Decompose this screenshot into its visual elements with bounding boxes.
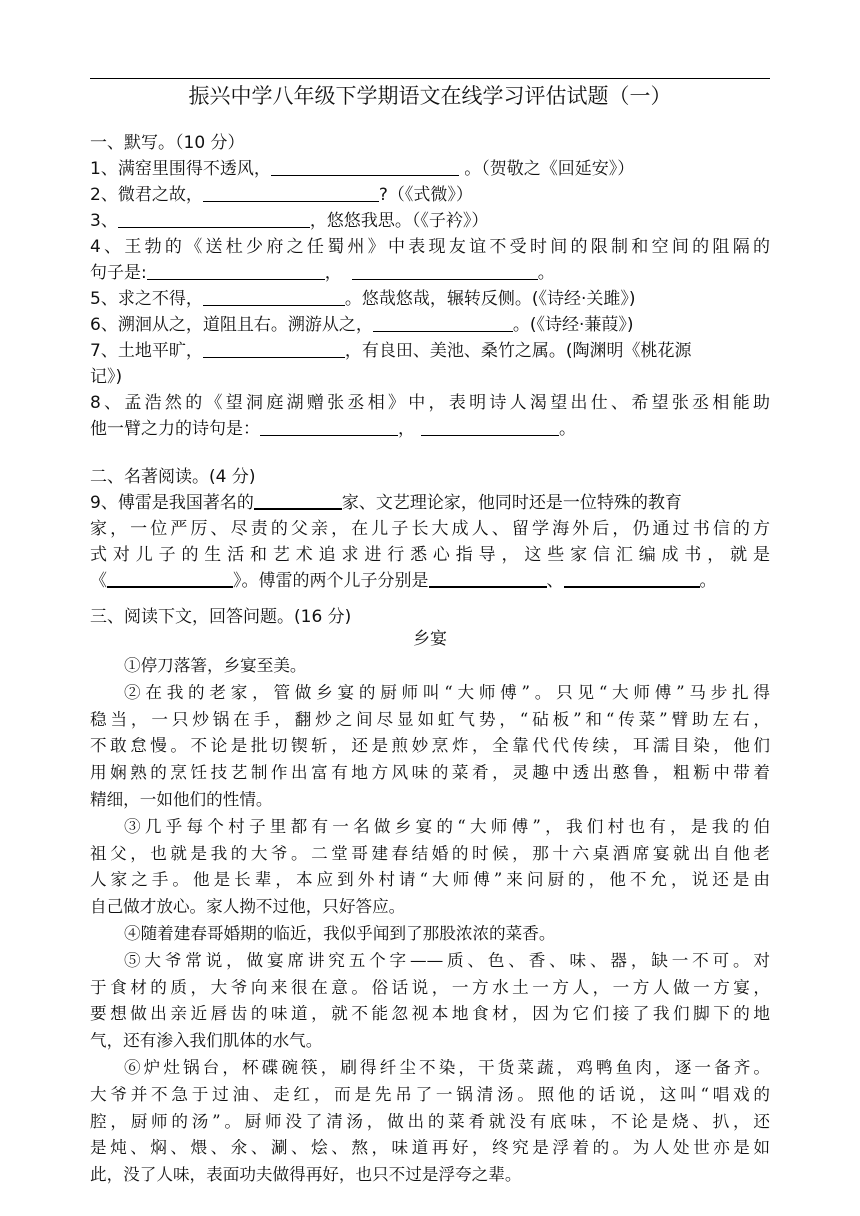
question-3 (90, 208, 770, 234)
q1-answer-blank[interactable] (271, 157, 459, 176)
q4-text-d: 。 (537, 263, 555, 283)
question-4-line-2 (90, 260, 770, 286)
q8-text-b: 他一臂之力的诗句是： (90, 419, 260, 439)
q9-text-e: 》。傅雷的两个儿子分别是 (233, 571, 429, 591)
q1-text-a: 1、满窑里围得不透风， (90, 159, 271, 179)
article-line: ③几乎每个村子里都有一名做乡宴的“大师傅”，我们村也有，是我的伯 (124, 816, 770, 836)
q2-text-a: 2、微君之故， (90, 185, 203, 205)
q1-text-b: 。（贺敬之《回延安》） (458, 159, 635, 179)
article-line: 气，还有渗入我们肌体的水气。 (90, 1031, 323, 1051)
article-line: 是炖、焖、煨、氽、涮、烩、熬，味道再好，终究是浮着的。为人处世亦是如 (90, 1138, 770, 1158)
article-line: ⑤大爷常说，做宴席讲究五个字——质、色、香、味、器，缺一不可。对 (124, 950, 770, 970)
article-line: 此，没了人味，表面功夫做得再好，也只不过是浮夸之辈。 (90, 1165, 522, 1185)
q5-text-b: 。悠哉悠哉，辗转反侧。(《诗经·关雎》) (344, 289, 636, 309)
section1-heading: 一、默写。（10 分） (90, 133, 245, 153)
article-line: 稳当，一只炒锅在手，翻炒之间尽显如虹气势，“砧板”和“传菜”臂助左右， (90, 709, 770, 729)
question-9-line-2: 家，一位严厉、尽责的父亲，在儿子长大成人、留学海外后，仍通过书信的方 (90, 519, 770, 539)
q8-text-d: 。 (559, 419, 576, 439)
q6-answer-blank[interactable] (373, 313, 513, 332)
q2-text-b: ?（《式微》） (378, 185, 473, 205)
q9-answer-blank-2[interactable] (107, 568, 233, 588)
q3-text-a: 3、 (90, 211, 118, 231)
q7-text-a: 7、土地平旷， (90, 341, 203, 361)
article-line: 自己做才放心。家人拗不过他，只好答应。 (90, 897, 406, 917)
q4-answer-blank-2[interactable] (352, 261, 538, 280)
q2-answer-blank[interactable] (203, 183, 379, 202)
article-line: 精细，一如他们的性情。 (90, 790, 273, 809)
article-line: 祖父，也就是我的大爷。二堂哥建春结婚的时候，那十六桌酒席宴就出自他老 (90, 843, 770, 863)
q9-text-a: 9、傅雷是我国著名的 (90, 493, 254, 513)
q4-text-b: 句子是: (90, 263, 147, 283)
q9-text-d: 《 (90, 571, 107, 591)
question-2 (90, 182, 770, 208)
article-line: ①停刀落箸，乡宴至美。 (124, 656, 307, 675)
q8-answer-blank-1[interactable] (260, 417, 398, 436)
page-title: 振兴中学八年级下学期语文在线学习评估试题（一） (188, 84, 672, 108)
article-line: ④随着建春哥婚期的临近，我似乎闻到了那股浓浓的菜香。 (124, 924, 556, 943)
article-title: 乡宴 (413, 629, 447, 649)
q6-text-b: 。(《诗经·蒹葭》) (512, 315, 634, 335)
q7-text-b: ，有良田、美池、桑竹之属。(陶渊明《桃花源 (344, 341, 692, 361)
article-line: 人家之手。他是长辈，本应到外村请“大师傅”来问厨的，他不允，说还是由 (90, 870, 770, 890)
question-8-line-2 (90, 416, 770, 442)
question-8-line-1: 8、孟浩然的《望洞庭湖赠张丞相》中，表明诗人渴望出仕、希望张丞相能助 (90, 393, 770, 413)
header-rule (90, 78, 770, 79)
article-line: 要想做出亲近唇齿的味道，就不能忽视本地食材，因为它们接了我们脚下的地 (90, 1004, 770, 1024)
article-line: 不敢怠慢。不论是批切锲斩，还是煎妙烹炸，全靠代代传续，耳濡目染，他们 (90, 736, 770, 756)
question-9-line-3: 式对儿子的生活和艺术追求进行悉心指导，这些家信汇编成书，就是 (90, 545, 770, 565)
article-line: 用娴熟的烹饪技艺制作出富有地方风味的菜肴，灵趣中透出憨鲁，粗粝中带着 (90, 763, 770, 783)
section2-heading: 二、名著阅读。(4 分) (90, 467, 256, 487)
q5-answer-blank[interactable] (203, 287, 345, 306)
q9-text-f: 、 (546, 571, 564, 591)
q3-answer-blank[interactable] (118, 209, 310, 228)
section3-heading: 三、阅读下文，回答问题。(16 分) (90, 607, 352, 627)
q9-answer-blank-3[interactable] (429, 568, 547, 588)
q6-text-a: 6、溯洄从之，道阻且右。溯游从之， (90, 315, 373, 335)
question-5 (90, 286, 770, 312)
question-7-line-1 (90, 338, 770, 364)
article-line: 于食材的质，大爷向来很在意。俗话说，一方水土一方人，一方人做一方宴， (90, 977, 770, 997)
q9-text-g: 。 (699, 571, 717, 591)
question-1 (90, 156, 770, 182)
article-line: ②在我的老家，管做乡宴的厨师叫“大师傅”。只见“大师傅”马步扎得 (124, 682, 770, 702)
q7-answer-blank[interactable] (203, 339, 345, 358)
q4-text-c: ， (324, 263, 342, 283)
q4-answer-blank-1[interactable] (147, 261, 325, 280)
q8-answer-blank-2[interactable] (421, 417, 559, 436)
question-9-line-1 (90, 490, 770, 516)
q9-answer-blank-4[interactable] (564, 568, 700, 588)
question-9-line-4 (90, 568, 770, 594)
article-line: 大爷并不急于过油、走红，而是先吊了一锅清汤。照他的话说，这叫“唱戏的 (90, 1084, 770, 1104)
question-4-line-1: 4、王勃的《送杜少府之任蜀州》中表现友谊不受时间的限制和空间的阻隔的 (90, 237, 770, 257)
q9-text-b: 家、文艺理论家，他同时还是一位特殊的教育 (341, 493, 682, 513)
article-line: ⑥炉灶锅台，杯碟碗筷，刷得纤尘不染，干货菜蔬，鸡鸭鱼肉，逐一备齐。 (124, 1058, 770, 1077)
q3-text-b: ，悠悠我思。（《子衿》） (309, 211, 489, 231)
question-6 (90, 312, 770, 338)
article-line: 腔，厨师的汤”。厨师没了清汤，做出的菜肴就没有底味，不论是烧、扒，还 (90, 1111, 770, 1131)
q8-text-c: ， (398, 419, 415, 439)
q5-text-a: 5、求之不得， (90, 289, 203, 309)
q9-answer-blank-1[interactable] (254, 490, 342, 510)
question-7-line-2: 记》) (90, 367, 123, 387)
